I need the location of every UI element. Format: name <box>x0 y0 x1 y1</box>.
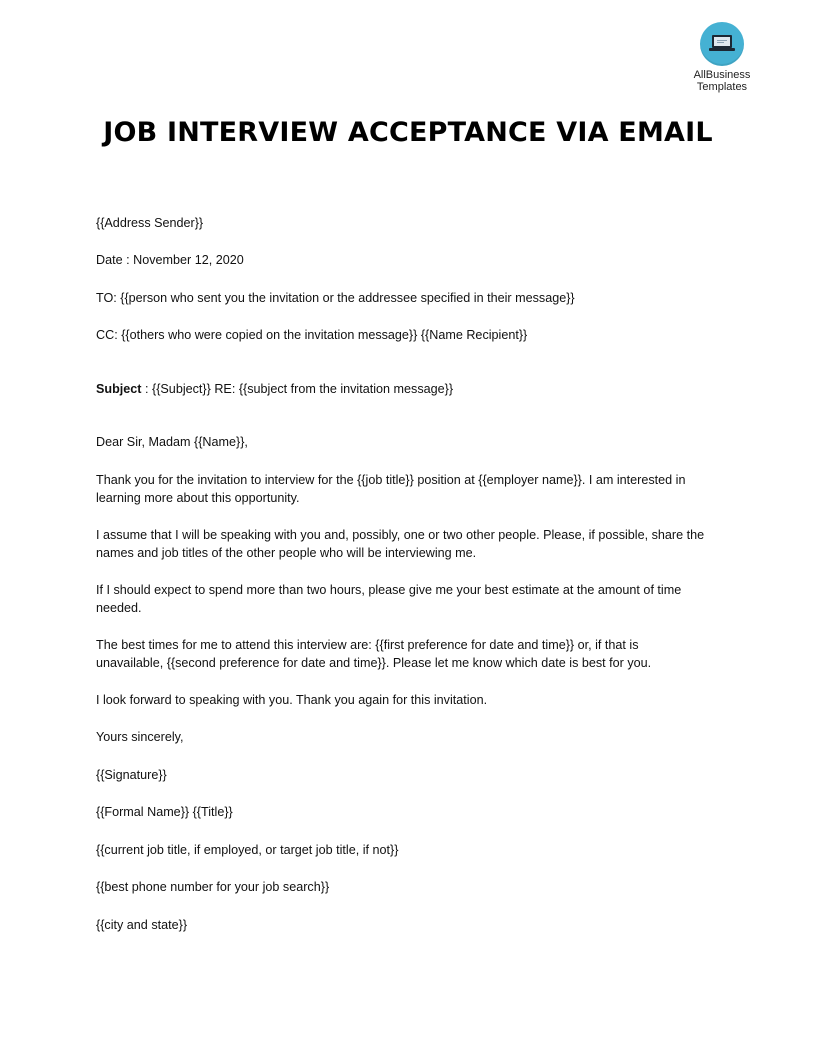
cc-line: CC: {{others who were copied on the invitation message}} {{Name Recipient}} <box>96 328 528 342</box>
paragraph-3: If I should expect to spend more than two hours, please give me your best estimate at the amount of time needed. <box>96 583 682 615</box>
paragraph-5: I look forward to speaking with you. Thank you again for this invitation. <box>96 693 488 707</box>
closing: Yours sincerely, <box>96 730 184 744</box>
paragraph-2: I assume that I will be speaking with you and, possibly, one or two other people. Please, if possible, share the names and job titles of the other people who will be interviewing me. <box>96 528 705 560</box>
subject-text: : {{Subject}} RE: {{subject from the invitation message}} <box>141 382 454 396</box>
logo-text-line2: Templates <box>696 81 748 93</box>
to-line: TO: {{person who sent you the invitation or the addressee specified in their message}} <box>96 291 575 305</box>
phone-line: {{best phone number for your job search}} <box>96 880 330 894</box>
address-sender: {{Address Sender}} <box>96 216 204 230</box>
job-title-line: {{current job title, if employed, or target job title, if not}} <box>96 843 399 857</box>
city-line: {{city and state}} <box>96 918 188 932</box>
logo-badge <box>700 22 744 66</box>
salutation: Dear Sir, Madam {{Name}}, <box>96 435 248 449</box>
formal-name: {{Formal Name}} {{Title}} <box>96 805 233 819</box>
subject-label: Subject <box>96 382 142 396</box>
allbusiness-templates-logo <box>688 22 756 93</box>
logo-text-line1: AllBusiness <box>693 69 751 81</box>
laptop-icon <box>708 34 736 54</box>
signature: {{Signature}} <box>96 768 167 782</box>
document-title: JOB INTERVIEW ACCEPTANCE VIA EMAIL <box>103 117 713 148</box>
paragraph-1: Thank you for the invitation to interview for the {{job title}} position at {{employer name}}. I am interested in learning more about this opportunity. <box>96 473 686 505</box>
subject-line <box>96 380 706 398</box>
paragraph-4: The best times for me to attend this interview are: {{first preference for date and time}} or, if that is unavailable, {{second preference for date and time}}. Please let me know which date is best for you. <box>96 638 652 670</box>
date-line: Date : November 12, 2020 <box>96 253 244 267</box>
